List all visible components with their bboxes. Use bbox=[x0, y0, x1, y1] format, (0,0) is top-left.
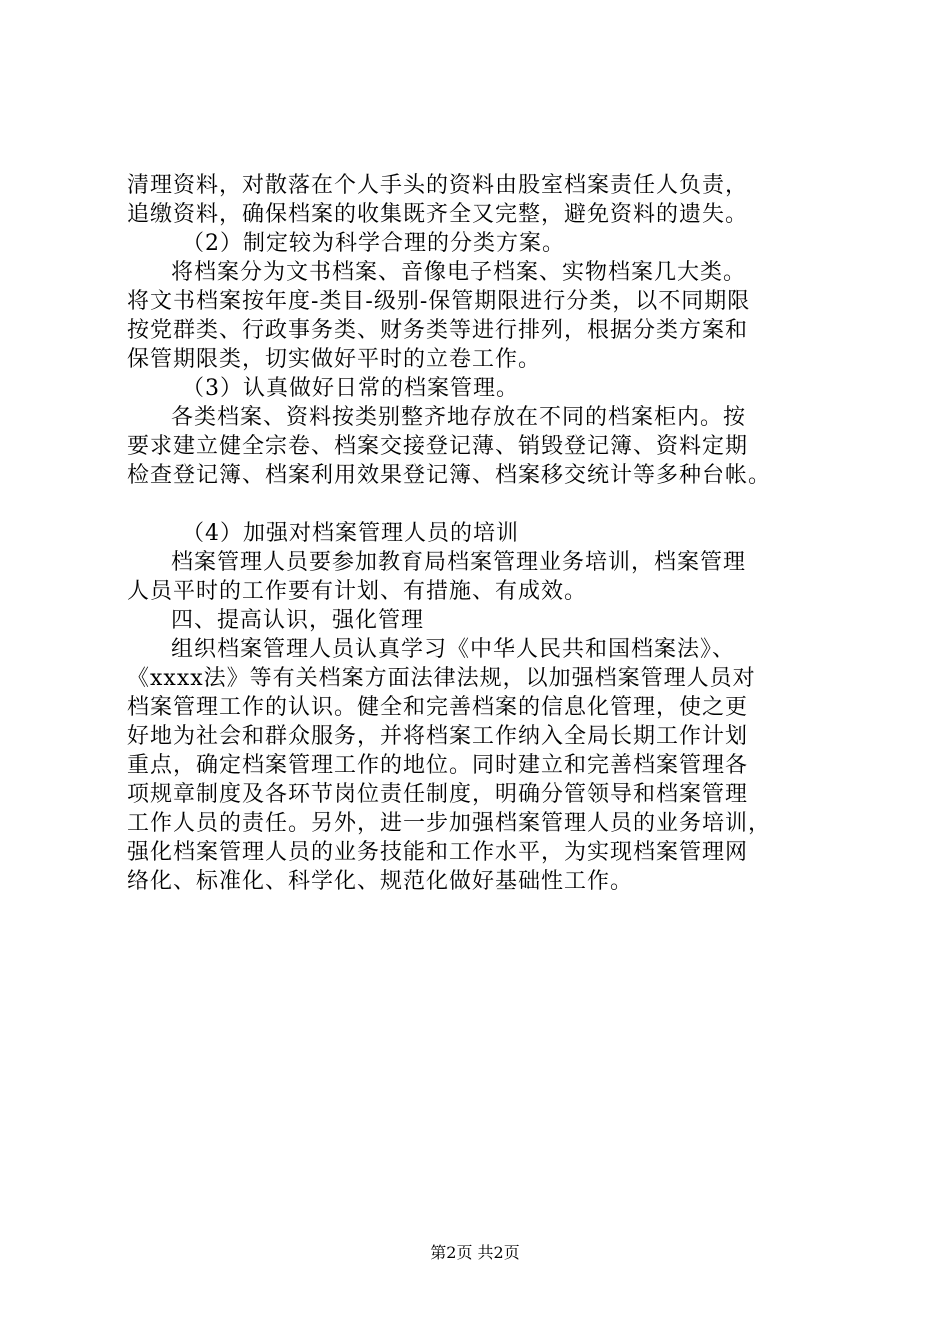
body-line: 检查登记簿、档案利用效果登记簿、档案移交统计等多种台帐。 bbox=[127, 463, 772, 488]
document-body bbox=[127, 171, 847, 896]
body-line: 工作人员的责任。另外，进一步加强档案管理人员的业务培训， bbox=[127, 811, 772, 836]
body-line: 档案管理工作的认识。健全和完善档案的信息化管理，使之更 bbox=[127, 695, 749, 720]
body-line: 要求建立健全宗卷、档案交接登记薄、销毁登记簿、资料定期 bbox=[127, 434, 749, 459]
body-line: 人员平时的工作要有计划、有措施、有成效。 bbox=[127, 579, 588, 604]
body-line: 重点，确定档案管理工作的地位。同时建立和完善档案管理各 bbox=[127, 753, 749, 778]
body-line: 保管期限类，切实做好平时的立卷工作。 bbox=[127, 347, 542, 372]
body-line: 将档案分为文书档案、音像电子档案、实物档案几大类。 bbox=[171, 260, 747, 285]
body-line: 项规章制度及各环节岗位责任制度，明确分管领导和档案管理 bbox=[127, 782, 749, 807]
body-line: 清理资料，对散落在个人手头的资料由股室档案责任人负责， bbox=[127, 173, 749, 198]
subheading-4: （4）加强对档案管理人员的培训 bbox=[182, 521, 519, 546]
body-line: 将文书档案按年度-类目-级别-保管期限进行分类，以不同期限 bbox=[127, 289, 751, 314]
body-line: 组织档案管理人员认真学习《中华人民共和国档案法》、 bbox=[171, 637, 736, 662]
page-footer: 第2页 共2页 bbox=[430, 1243, 520, 1262]
subheading-2: （2）制定较为科学合理的分类方案。 bbox=[182, 231, 565, 256]
body-line: 好地为社会和群众服务，并将档案工作纳入全局长期工作计划 bbox=[127, 724, 749, 749]
body-line: 强化档案管理人员的业务技能和工作水平，为实现档案管理网 bbox=[127, 840, 749, 865]
body-line: 按党群类、行政事务类、财务类等进行排列，根据分类方案和 bbox=[127, 318, 749, 343]
paragraph-gap bbox=[127, 490, 847, 519]
section-heading: 四、提高认识，强化管理 bbox=[171, 608, 425, 633]
body-line: 档案管理人员要参加教育局档案管理业务培训，档案管理 bbox=[171, 550, 747, 575]
body-line: 络化、标准化、科学化、规范化做好基础性工作。 bbox=[127, 869, 634, 894]
body-line: 追缴资料，确保档案的收集既齐全又完整，避免资料的遗失。 bbox=[127, 202, 749, 227]
body-line: 《xxxx法》等有关档案方面法律法规，以加强档案管理人员对 bbox=[127, 666, 756, 691]
body-line: 各类档案、资料按类别整齐地存放在不同的档案柜内。按 bbox=[171, 405, 747, 430]
subheading-3: （3）认真做好日常的档案管理。 bbox=[182, 376, 519, 401]
